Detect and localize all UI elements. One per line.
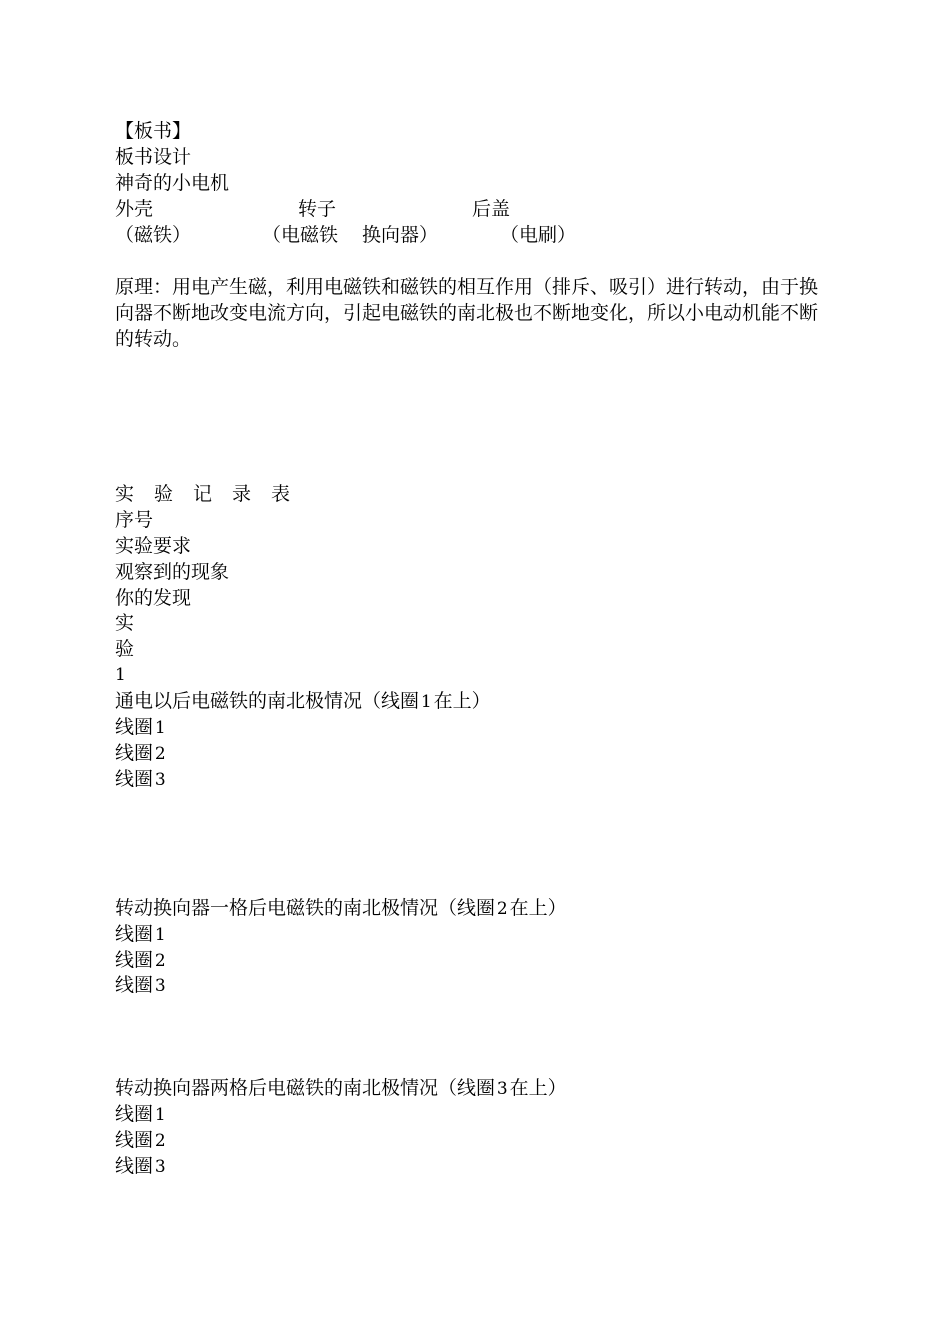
coil-label: 线圈 — [115, 974, 154, 996]
column-requirement: 实验要求 — [115, 535, 192, 557]
section-heading — [115, 1075, 567, 1101]
section-heading — [115, 895, 567, 921]
coil-label: 线圈 — [115, 1129, 154, 1151]
column-finding: 你的发现 — [115, 587, 192, 609]
coil-number: 1 — [154, 718, 166, 738]
section-heading-text: 转动换向器一格后电磁铁的南北极情况（线圈 — [115, 897, 496, 919]
part-rotor: 转子 — [298, 198, 337, 220]
section-heading-number: 3 — [496, 1079, 508, 1099]
coil-number: 3 — [154, 1157, 166, 1177]
section-heading-text: 在上） — [509, 1077, 567, 1099]
board-design-heading: 板书设计 — [115, 146, 192, 168]
experiment-char-2: 验 — [115, 638, 135, 660]
section-heading-number: 1 — [420, 692, 432, 712]
column-observed: 观察到的现象 — [115, 561, 230, 583]
section-heading-text: 在上） — [509, 897, 567, 919]
record-title-char: 录 — [232, 483, 252, 505]
coil-label: 线圈 — [115, 716, 154, 738]
coil-row — [115, 921, 166, 947]
coil-row — [115, 766, 166, 792]
coil-label: 线圈 — [115, 742, 154, 764]
coil-number: 3 — [154, 770, 166, 790]
principle-line-1: 原理：用电产生磁，利用电磁铁和磁铁的相互作用（排斥、吸引）进行转动，由于换 — [115, 276, 819, 298]
record-title-char: 验 — [154, 483, 174, 505]
coil-row — [115, 1153, 166, 1179]
section-heading-text: 通电以后电磁铁的南北极情况（线圈 — [115, 690, 420, 712]
experiment-char-1: 实 — [115, 612, 135, 634]
coil-label: 线圈 — [115, 1103, 154, 1125]
coil-number: 2 — [154, 951, 166, 971]
coil-row — [115, 1101, 166, 1127]
coil-row — [115, 1127, 166, 1153]
coil-label: 线圈 — [115, 949, 154, 971]
coil-number: 1 — [154, 925, 166, 945]
principle-line-2: 向器不断地改变电流方向，引起电磁铁的南北极也不断地变化，所以小电动机能不断 — [115, 302, 819, 324]
principle-line-3: 的转动。 — [115, 328, 192, 350]
coil-number: 3 — [154, 976, 166, 996]
section-heading — [115, 688, 491, 714]
coil-row — [115, 740, 166, 766]
column-index: 序号 — [115, 509, 154, 531]
coil-number: 2 — [154, 1131, 166, 1151]
principle-paragraph — [115, 274, 830, 352]
part-outer-shell: 外壳 — [115, 198, 154, 220]
part-magnet: （磁铁） — [115, 224, 192, 246]
section-heading-text: 在上） — [433, 690, 491, 712]
coil-label: 线圈 — [115, 1155, 154, 1177]
board-title: 神奇的小电机 — [115, 172, 230, 194]
section-heading-text: 转动换向器两格后电磁铁的南北极情况（线圈 — [115, 1077, 496, 1099]
coil-number: 2 — [154, 744, 166, 764]
board-label: 【板书】 — [115, 120, 192, 142]
part-brush: （电刷） — [500, 224, 577, 246]
coil-row — [115, 972, 166, 998]
coil-row — [115, 714, 166, 740]
coil-label: 线圈 — [115, 768, 154, 790]
coil-label: 线圈 — [115, 923, 154, 945]
coil-number: 1 — [154, 1105, 166, 1125]
part-commutator: 换向器） — [362, 224, 439, 246]
record-table-title — [115, 481, 310, 507]
record-title-char: 表 — [271, 483, 291, 505]
part-back-cover: 后盖 — [472, 198, 511, 220]
record-title-char: 记 — [193, 483, 213, 505]
section-heading-number: 2 — [496, 899, 508, 919]
coil-row — [115, 947, 166, 973]
part-electromagnet: （电磁铁 — [262, 224, 339, 246]
experiment-number: 1 — [115, 665, 126, 685]
record-title-char: 实 — [115, 483, 135, 505]
